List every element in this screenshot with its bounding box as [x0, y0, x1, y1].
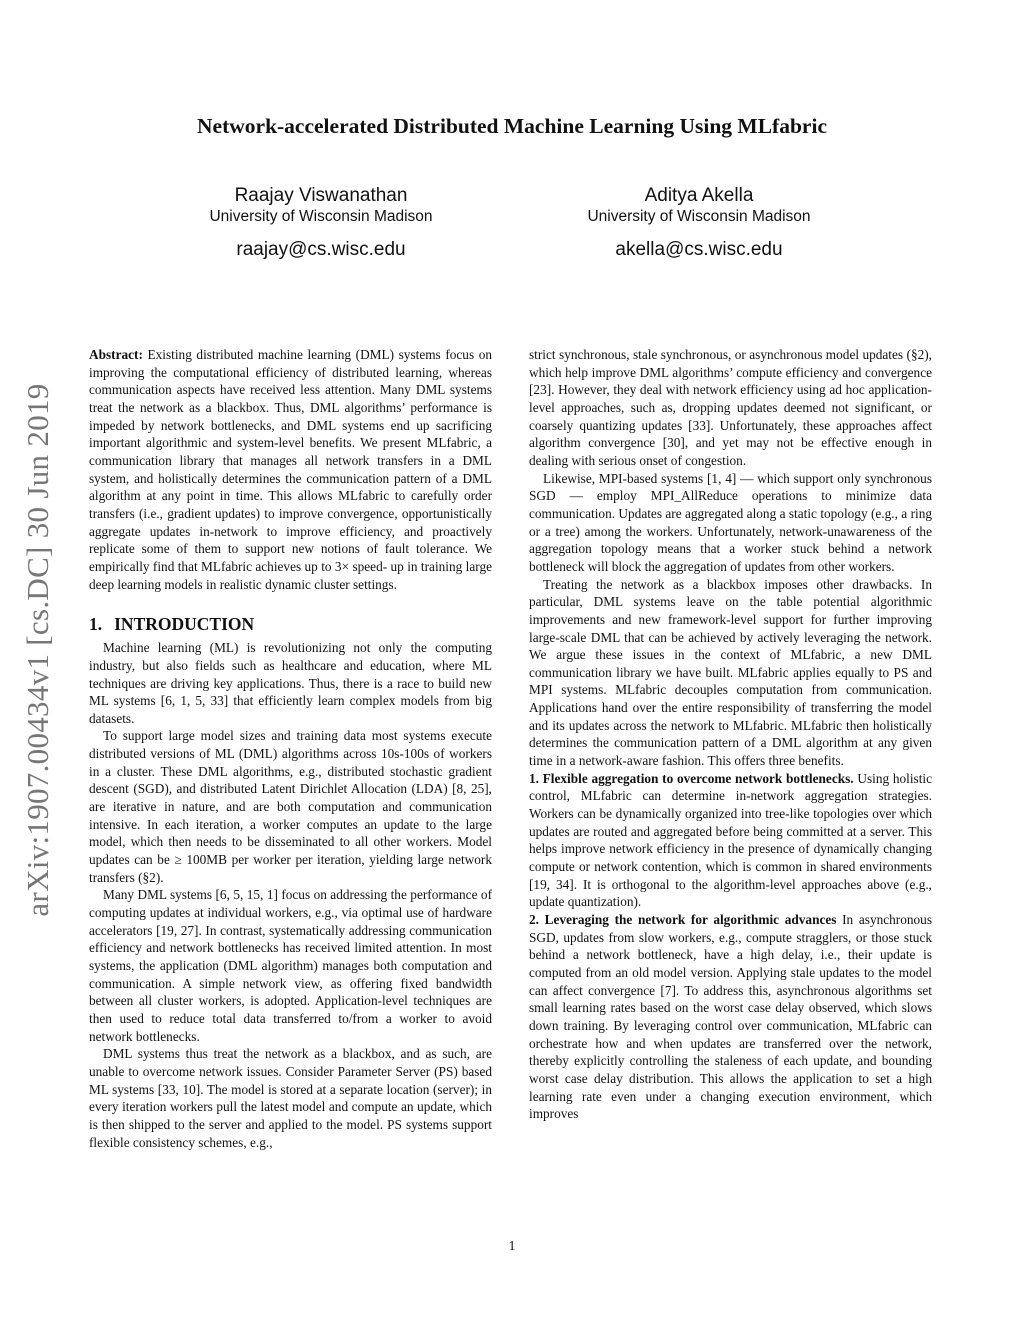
paper-title: Network-accelerated Distributed Machine Learning Using MLfabric	[197, 114, 827, 138]
right-paragraph-1: strict synchronous, stale synchronous, or asynchronous model updates (§2), which help improve DML algorithms’ compute efficiency and convergence [23]. However, they deal with network efficiency using ad hoc application-level approaches, such as, dropping updates deemed not significant, or coarsely quantizing updates [33]. Unfortunately, these approaches affect algorithm convergence [30], and yet may not be effective enough in dealing with serious onset of congestion.	[529, 347, 932, 468]
author-block-2	[539, 184, 859, 262]
benefit-1-text: Using holistic control, MLfabric can determine in-network aggregation strategies. Workers can be dynamically organized into tree-like topologies over which updates are routed and aggregated before being committed at a server. This helps improve network efficiency in the presence of dynamically changing compute or network contention, which is common in shared environments [19, 34]. It is orthogonal to the algorithm-level approaches above (e.g., update quantization).	[529, 770, 932, 910]
author-email: raajay@cs.wisc.edu	[236, 239, 406, 260]
benefit-1	[529, 770, 932, 911]
arxiv-identifier-text: arXiv:1907.00434v1 [cs.DC] 30 Jun 2019	[20, 383, 55, 917]
arxiv-identifier-stamp	[12, 350, 64, 950]
benefit-1-heading: 1. Flexible aggregation to overcome network bottlenecks.	[529, 770, 854, 786]
right-column	[529, 346, 932, 1123]
section-heading-introduction	[89, 613, 492, 635]
abstract-text: Existing distributed machine learning (DML) systems focus on improving the computational efficiency of distributed learning, whereas communication aspects have received less attention. Many DML systems treat the network as a blackbox. Thus, DML algorithms’ performance is impeded by network bottlenecks, and DML systems end up sacrificing important algorithmic and system-level benefits. We present MLfabric, a communication library that manages all network transfers in a DML system, and holistically determines the communication pattern of a DML algorithm at any point in time. This allows MLfabric to carefully order transfers (i.e., gradient updates) to improve convergence, opportunistically aggregate updates in-network to improve efficiency, and proactively replicate some of them to support new notions of fault tolerance. We empirically find that MLfabric achieves up to 3× speed- up in training large deep learning models in realistic dynamic cluster settings.	[89, 347, 492, 592]
author-name: Raajay Viswanathan	[234, 185, 408, 206]
benefit-2-heading: 2. Leveraging the network for algorithmic advances	[529, 912, 837, 927]
intro-paragraph-2: To support large model sizes and training data most systems execute distributed versions of ML (DML) algorithms across 10s-100s of workers in a cluster. These DML algorithms, e.g., distributed stochastic gradient descent (SGD), and distributed Latent Dirichlet Allocation (LDA) [8, 25], are iterative in nature, and are both computation and communication intensive. In each iteration, a worker computes an update to the large model, which then needs to be disseminated to all other workers. Model updates can be ≥ 100MB per worker per iteration, yielding large network transfers (§2).	[89, 728, 492, 885]
author-affiliation: University of Wisconsin Madison	[587, 208, 811, 225]
benefit-2	[529, 911, 932, 1123]
abstract	[89, 346, 492, 593]
section-number: 1.	[89, 614, 103, 635]
author-name: Aditya Akella	[644, 185, 754, 206]
abstract-label: Abstract:	[89, 347, 143, 362]
author-email: akella@cs.wisc.edu	[615, 239, 783, 260]
intro-paragraph-4: DML systems thus treat the network as a blackbox, and as such, are unable to overcome network issues. Consider Parameter Server (PS) based ML systems [33, 10]. The model is stored at a separate location (server); in every iteration workers pull the latest model and compute an update, which is then shipped to the server and applied to the model. PS systems support flexible consistency schemes, e.g.,	[89, 1046, 492, 1150]
author-affiliation: University of Wisconsin Madison	[209, 208, 433, 225]
right-paragraph-3: Treating the network as a blackbox imposes other drawbacks. In particular, DML systems leave on the table potential algorithmic improvements and new framework-level support for further improving large-scale DML that can be achieved by actively leveraging the network. We argue these issues in the context of MLfabric, a new DML communication library we have built. MLfabric applies equally to PS and MPI systems. MLfabric decouples computation from communication. Applications hand over the entire responsibility of transferring the model and its updates across the network to MLfabric. MLfabric then holistically determines the communication pattern of a DML algorithm at any given time in a network-aware fashion. This offers three benefits.	[529, 576, 932, 769]
section-title: INTRODUCTION	[114, 614, 255, 635]
intro-paragraph-3: Many DML systems [6, 5, 15, 1] focus on addressing the performance of computing updates at individual workers, e.g., via optimal use of hardware accelerators [19, 27]. In contrast, systematically addressing communication efficiency and network bottlenecks has received limited attention. In most systems, the application (DML algorithm) manages both computation and communication. A simple network view, as offering fixed bandwidth between all cluster workers, is adopted. Application-level techniques are then used to reduce total data transferred to/from a worker to avoid network bottlenecks.	[89, 887, 492, 1044]
benefit-2-text: In asynchronous SGD, updates from slow workers, e.g., compute stragglers, or those stuck behind a network bottleneck, have a high delay, i.e., their update is computed from an old model version. Applying stale updates to the model can affect convergence [7]. To address this, asynchronous algorithms set small learning rates based on the worst case delay observed, which slows down training. By leveraging control over communication, MLfabric can orchestrate how and when updates are transferred over the network, thereby explicitly controlling the staleness of each update, and bounding worst case delay distribution. This allows the application to set a high learning rate even under a changing execution environment, which improves	[529, 912, 932, 1122]
author-block-1	[161, 184, 481, 262]
left-column	[89, 346, 492, 1151]
right-paragraph-2: Likewise, MPI-based systems [1, 4] — which support only synchronous SGD — employ MPI_AllReduce operations to minimize data communication. Updates are aggregated along a static topology (e.g., a ring or a tree) among the workers. Unfortunately, network-unawareness of the aggregation topology means that a worker stuck behind a network bottleneck will block the aggregation of updates from other workers.	[529, 470, 932, 574]
page-number: 1	[508, 1238, 516, 1253]
intro-paragraph-1: Machine learning (ML) is revolutionizing not only the computing industry, but also fields such as healthcare and education, where ML techniques are driving key applications. Thus, there is a race to build new ML systems [6, 1, 5, 33] that efficiently learn complex models from big datasets.	[89, 640, 492, 726]
